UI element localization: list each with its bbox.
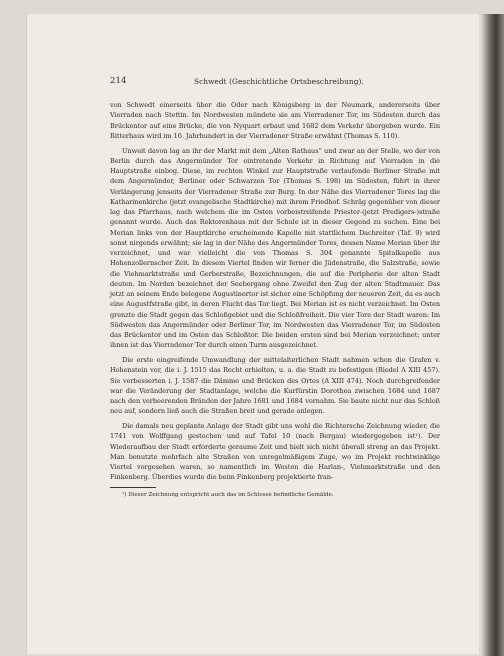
page-header <box>110 76 440 90</box>
running-head: Schwedt (Geschichtliche Ortsbeschreibung). <box>194 77 364 86</box>
page-number: 214 <box>110 76 127 86</box>
footnote: ¹) Dieser Zeichnung entspricht auch das im Schlosse befindliche Gemälde. <box>122 492 334 498</box>
paragraph-2: Unweit davon lag an ihr der Markt mit dem „Alten Rathaus“ und zwar an der Stelle, wo der von Berlin durch das Angermünder Tor eintretende Verkehr in Richtung auf Vierraden in die Hauptstraße einbog. Diese, im rechten Winkel zur Hauptstraße verlaufende Berliner Straße mit dem Angermünder, Berliner oder Schwarzen Tor (Thomas S. 198) im Südosten, führt in ihrer Verlängerung jenseits der Vierradener Straße zur Burg. In der Nähe des Vierradener Tores lag die Katharinenkirche (jetzt evangelische Stadtkirche) mit ihrem Friedhof. Schräg gegenüber von dieser lag das Pfarrhaus, nach welchem die im Osten vorbeistreifende Priester-(jetzt Predigers-)straße genannt wurde. Auch das Rektorenhaus mit der Schule ist in dieser Gegend zu suchen. Eine bei Merian links von der Hauptkirche erscheinende Kapelle mit stattlichem Dachreiter (Taf. 9) wird sonst nirgends erwähnt; sie lag in der Nähe des Angermünder Tores, dessen Name Merian über ihr verzeichnet, und war vielleicht die von Thomas S. 304 genannte Spitalkapelle aus Hohenzollernscher Zeit. In diesem Viertel finden wir ferner die Jüdenstraße, die Salzstraße, sowie die Viehmarktstraße und Gerberstraße, Bezeichnungen, die auf die Peripherie der alten Stadt deuten. Im Norden bezeichnet der Seebergang ohne Zweifel den Zug der alten Stadtmauer. Das jetzt an seinem Ende belegene Augustinertor ist sicher eine Schöpfung der neueren Zeit, da es auch eine Augustfstraße gibt, in deren Flucht das Tor liegt. Bei Merian ist es nicht verzeichnet. Im Osten grenzte die Stadt gegen das Schloßgebiet und die Schloßfreiheit. Die vier Tore der Stadt waren: Im Südwesten das Angermünder oder Berliner Tor, im Nordwesten das Vierradener Tor, im Südosten das Brückentor und im Osten das Schloßtor. Die beiden ersten sind bei Merian verzeichnet; unter ihnen ist das Vierradener Tor durch einen Turm ausgezeichnet. <box>110 146 440 350</box>
footnote-divider <box>110 487 156 488</box>
page-content <box>110 76 440 499</box>
book-edge-shadow <box>482 14 504 656</box>
paragraph-3: Die erste eingreifende Umwandlung der mittelalterlichen Stadt nahmen schon die Grafen v. Hohenstein vor, die i. J. 1515 das Recht erhielten, u. a. die Stadt zu befestigen (Riedel A XIII 457). Sie verbesserten i. J. 1587 die Dämme und Brücken des Ortes (A XIII 474). Noch durchgreifender war die Veränderung der Stadtanlage, welche die Kurfürstin Dorothea zwischen 1684 und 1687 nach den verheerenden Bränden der Jahre 1681 und 1684 vornahm. Sie baute nicht nur das Schloß neu auf, sondern ließ auch die Straßen breit und gerade anlegen. <box>110 356 440 416</box>
paragraph-1: von Schwedt einerseits über die Oder nach Königsberg in der Neumark, andererseits über Vierraden nach Stettin. Im Nordwesten mündete sie am Vierradener Tor, im Südosten durch das Brückentor auf eine Brücke, die von Nyquart erbaut und 1682 dem Verkehr übergeben wurde. Ein Ritterhaus wird im 16. Jahrhundert in der Vierradener Straße erwähnt (Thomas S. 110). <box>110 101 440 140</box>
paragraph-4: Die damals neu geplante Anlage der Stadt gibt uns wohl die Richtersche Zeichnung wieder, die 1741 von Wolffgang gestochen und auf Tafel 10 (nach Bergau) wiedergegeben ist¹). Der Wiederaufbau der Stadt erforderte geraume Zeit und hielt sich nicht überall streng an das Projekt. Man benutzte mehrfach alte Straßen von unregelmäßigem Zuge, wo im Projekt rechtwinklige Viertel vorgesehen waren, so namentlich im Westen die Harlan-, Viehmarktstraße und den Finkenberg. Überdies wurde die beim Finkenberg projektierte fran- <box>110 422 440 482</box>
